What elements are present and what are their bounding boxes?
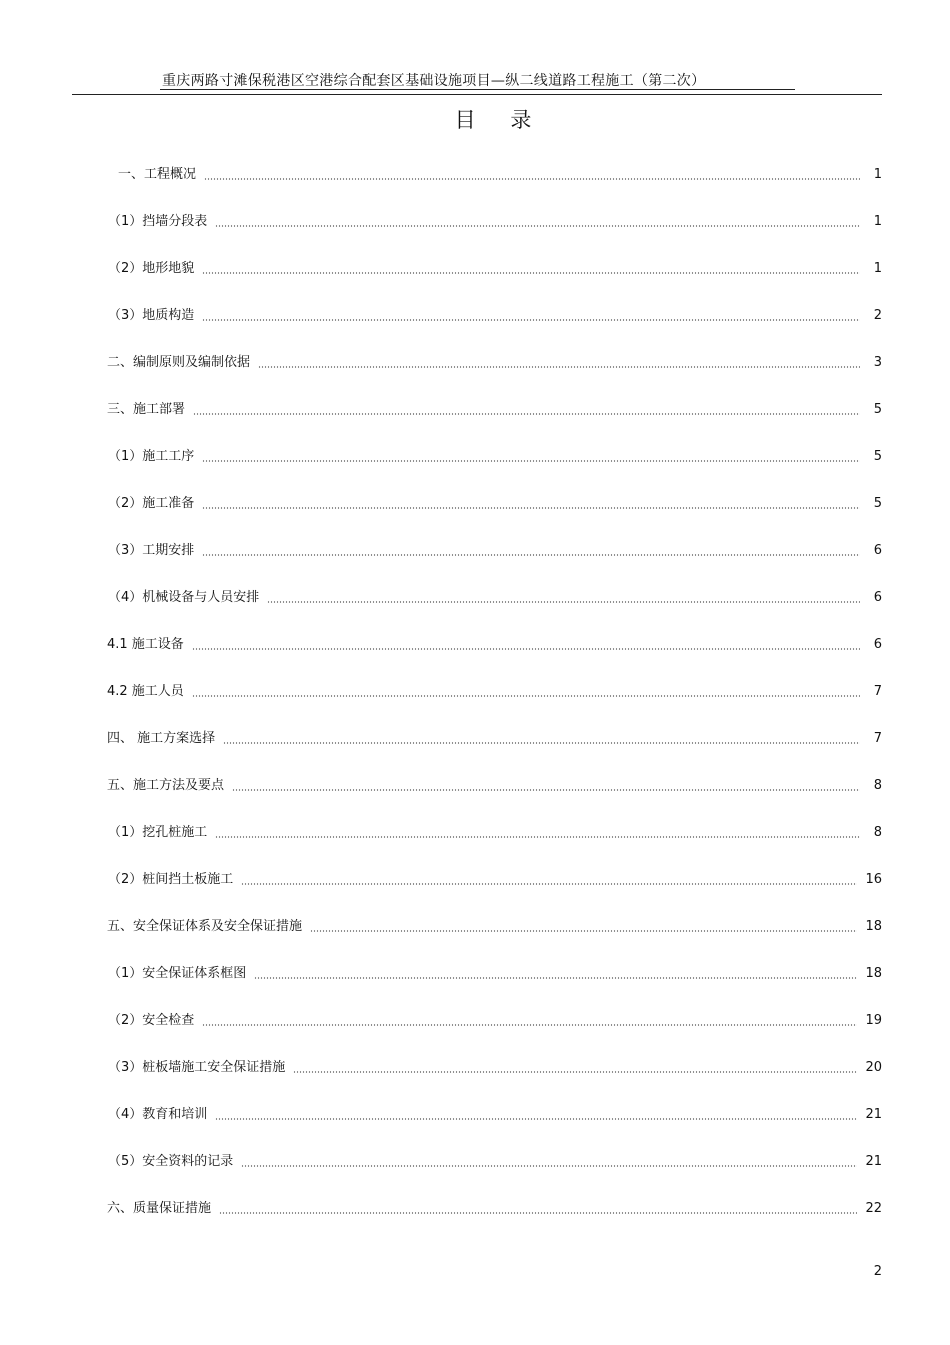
dot-leader (192, 648, 860, 650)
toc-entry[interactable] (108, 492, 882, 512)
toc-entry-label: （2）安全检查 (108, 1013, 195, 1028)
toc-entry-label: （2）地形地貌 (108, 261, 195, 276)
toc-entry[interactable] (107, 680, 882, 700)
dot-leader (202, 319, 860, 321)
toc-entry[interactable] (108, 1056, 882, 1076)
dot-leader (202, 554, 860, 556)
toc-entry-page: 22 (865, 1201, 882, 1216)
toc-entry-page: 8 (873, 778, 882, 793)
toc-entry-label: （1）施工工序 (108, 449, 195, 464)
toc-entry-page: 6 (873, 543, 882, 558)
toc-entry-label: 四、 施工方案选择 (107, 731, 216, 746)
toc-entry-page: 7 (873, 684, 882, 699)
toc-entry-label: （3）地质构造 (108, 308, 195, 323)
toc-entry-page: 2 (873, 308, 882, 323)
toc-entry[interactable] (108, 539, 882, 559)
toc-entry[interactable] (108, 586, 882, 606)
toc-entry-label: 三、施工部署 (107, 402, 186, 417)
dot-leader (192, 695, 860, 697)
toc-entry[interactable] (107, 398, 882, 418)
toc-entry-label: （1）挖孔桩施工 (108, 825, 208, 840)
dot-leader (223, 742, 860, 744)
toc-entry[interactable] (107, 915, 882, 935)
toc-entry-page: 16 (865, 872, 882, 887)
toc-entry[interactable] (108, 257, 882, 277)
dot-leader (241, 1165, 857, 1167)
toc-entry-label: （3）工期安排 (108, 543, 195, 558)
toc-entry[interactable] (108, 821, 882, 841)
toc-entry[interactable] (107, 774, 882, 794)
toc-entry[interactable] (107, 727, 882, 747)
page-number: 2 (873, 1264, 882, 1279)
toc-entry[interactable] (108, 304, 882, 324)
toc-entry-label: （2）施工准备 (108, 496, 195, 511)
dot-leader (293, 1071, 857, 1073)
dot-leader (267, 601, 860, 603)
dot-leader (215, 1118, 857, 1120)
toc-entry[interactable] (108, 868, 882, 888)
toc-entry[interactable] (108, 962, 882, 982)
toc-entry-page: 1 (873, 261, 882, 276)
toc-entry[interactable] (108, 445, 882, 465)
dot-leader (241, 883, 857, 885)
toc-entry-page: 19 (865, 1013, 882, 1028)
toc-entry-page: 7 (873, 731, 882, 746)
toc-entry[interactable] (108, 1009, 882, 1029)
toc-entry-label: （4）机械设备与人员安排 (108, 590, 260, 605)
toc-entry-label: 五、施工方法及要点 (107, 778, 225, 793)
dot-leader (202, 460, 860, 462)
toc-entry-label: （1）挡墙分段表 (108, 214, 208, 229)
toc-entry-label: 一、工程概况 (118, 167, 197, 182)
dot-leader (310, 930, 857, 932)
running-header: 重庆两路寸滩保税港区空港综合配套区基础设施项目—纵二线道路工程施工（第二次） (162, 73, 706, 89)
toc-entry-page: 3 (873, 355, 882, 370)
toc-entry-label: 4.1 施工设备 (107, 637, 184, 652)
toc-entry-label: 六、质量保证措施 (107, 1201, 212, 1216)
toc-entry[interactable] (118, 163, 882, 183)
toc-entry-page: 18 (865, 919, 882, 934)
toc-entry-label: （2）桩间挡土板施工 (108, 872, 234, 887)
dot-leader (258, 366, 860, 368)
dot-leader (215, 836, 860, 838)
toc-entry[interactable] (107, 1197, 882, 1217)
toc-entry[interactable] (108, 210, 882, 230)
toc-entry[interactable] (107, 351, 882, 371)
toc-entry-page: 20 (865, 1060, 882, 1075)
dot-leader (254, 977, 857, 979)
dot-leader (202, 1024, 857, 1026)
toc-entry-page: 5 (873, 496, 882, 511)
toc-entry[interactable] (107, 633, 882, 653)
toc-entry-page: 1 (873, 214, 882, 229)
toc-entry-label: （5）安全资料的记录 (108, 1154, 234, 1169)
toc-entry-page: 1 (873, 167, 882, 182)
toc-entry-label: （4）教育和培训 (108, 1107, 208, 1122)
dot-leader (202, 272, 860, 274)
toc-entry-page: 6 (873, 637, 882, 652)
toc-entry-label: （3）桩板墙施工安全保证措施 (108, 1060, 286, 1075)
toc-entry[interactable] (108, 1150, 882, 1170)
dot-leader (232, 789, 860, 791)
toc-entry-page: 21 (865, 1107, 882, 1122)
toc-entry-page: 5 (873, 402, 882, 417)
toc-entry-page: 18 (865, 966, 882, 981)
toc-entry[interactable] (108, 1103, 882, 1123)
dot-leader (193, 413, 860, 415)
toc-entry-label: 4.2 施工人员 (107, 684, 184, 699)
toc-entry-label: 五、安全保证体系及安全保证措施 (107, 919, 303, 934)
toc-entry-page: 8 (873, 825, 882, 840)
dot-leader (202, 507, 860, 509)
toc-entry-page: 21 (865, 1154, 882, 1169)
toc-entry-page: 5 (873, 449, 882, 464)
dot-leader (204, 178, 860, 180)
toc-entry-label: （1）安全保证体系框图 (108, 966, 247, 981)
page-title: 目 录 (454, 108, 546, 132)
dot-leader (215, 225, 860, 227)
toc-entry-page: 6 (873, 590, 882, 605)
toc-entry-label: 二、编制原则及编制依据 (107, 355, 251, 370)
dot-leader (219, 1212, 857, 1214)
